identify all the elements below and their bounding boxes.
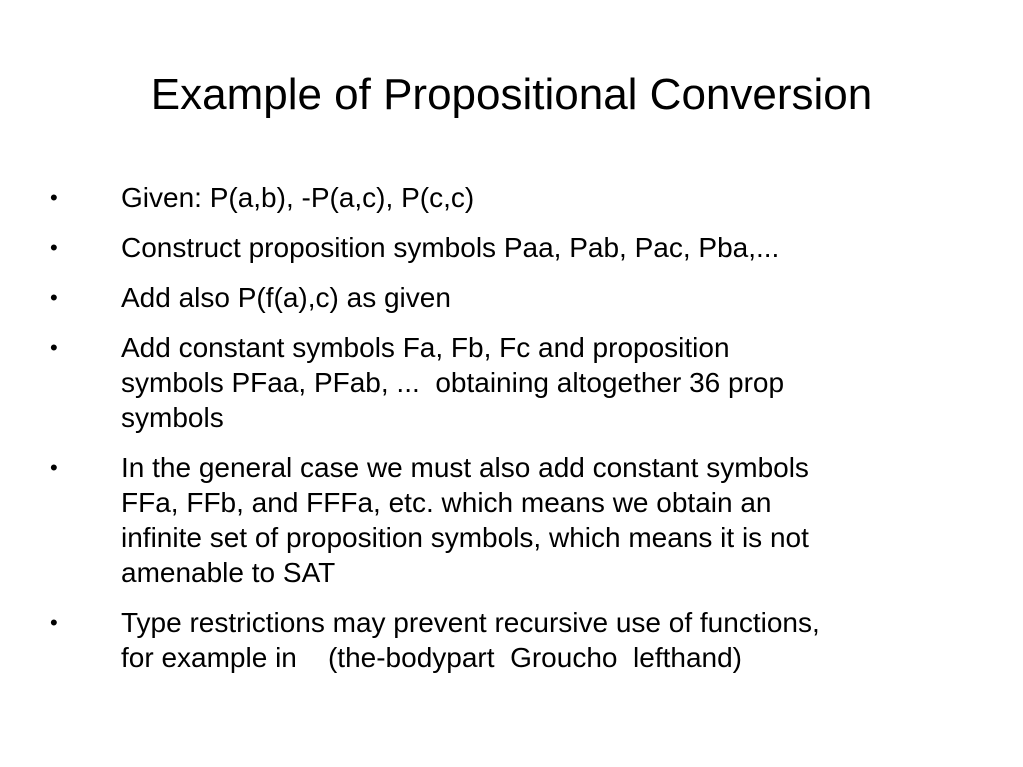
list-item (50, 280, 990, 315)
list-item (50, 330, 990, 435)
bullet-text: Construct proposition symbols Paa, Pab, Pac, Pba,... (121, 232, 780, 263)
list-item (50, 180, 990, 215)
bullet-icon: • (50, 235, 58, 260)
slide-title: Example of Propositional Conversion (150, 70, 873, 119)
bullet-icon: • (50, 285, 58, 310)
list-item (50, 450, 990, 590)
bullet-text: Type restrictions may prevent recursive use of functions, for example in (the-bodypart Groucho lefthand) (121, 607, 820, 673)
bullet-text: Add constant symbols Fa, Fb, Fc and proposition symbols PFaa, PFab, ... obtaining altogether 36 prop symbols (121, 332, 785, 433)
list-item (50, 230, 990, 265)
bullet-icon: • (50, 185, 58, 210)
bullet-list (50, 180, 990, 690)
list-item (50, 605, 990, 675)
bullet-text: Given: P(a,b), -P(a,c), P(c,c) (121, 182, 475, 213)
bullet-icon: • (50, 335, 58, 360)
bullet-text: Add also P(f(a),c) as given (121, 282, 451, 313)
bullet-icon: • (50, 455, 58, 480)
bullet-text: In the general case we must also add constant symbols FFa, FFb, and FFFa, etc. which means we obtain an infinite set of proposition symbols, which means it is not amenable to SAT (121, 452, 809, 588)
bullet-icon: • (50, 610, 58, 635)
